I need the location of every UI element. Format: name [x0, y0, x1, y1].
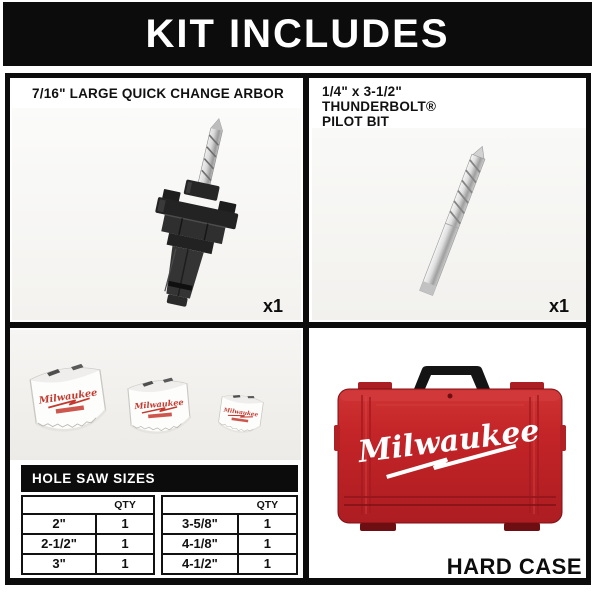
hole-saw-image-large [18, 344, 118, 447]
table-row [163, 555, 296, 573]
pilot-bit-image [398, 138, 508, 308]
hole-saw-sizes-title: HOLE SAW SIZES [21, 465, 298, 492]
hole-saw-sizes-grid [21, 495, 298, 575]
qty-cell: 1 [263, 536, 271, 551]
horizontal-divider [5, 322, 591, 328]
qty-cell: 1 [263, 556, 271, 571]
qty-header-row [23, 497, 153, 515]
hard-case-image [330, 363, 570, 535]
hole-saw-image-small [211, 382, 272, 441]
table-row [23, 535, 153, 555]
qty-cell: 1 [263, 516, 271, 531]
milwaukee-logo-text: Milwaukee [356, 413, 542, 471]
arbor-image [116, 112, 276, 317]
size-cell: 2-1/2" [23, 535, 97, 553]
pilot-bit-qty-label: x1 [549, 296, 570, 316]
qty-header-row [163, 497, 296, 515]
arbor-qty-label: x1 [263, 296, 284, 316]
size-cell: 4-1/2" [163, 555, 239, 573]
table-row [23, 555, 153, 573]
qty-header: QTY [256, 499, 279, 511]
qty-cell: 1 [121, 556, 129, 571]
pilot-bit-label [322, 84, 582, 129]
banner-title: KIT INCLUDES [145, 11, 450, 56]
size-cell: 3-5/8" [163, 515, 239, 533]
case-handle [414, 366, 490, 389]
table-row [163, 535, 296, 555]
qty-cell: 1 [121, 516, 129, 531]
vertical-divider [303, 73, 309, 585]
kit-includes-banner [3, 2, 592, 66]
table-row [23, 515, 153, 535]
size-cell: 3" [23, 555, 97, 573]
pilot-label-line-2: THUNDERBOLT® [322, 99, 437, 114]
qty-header: QTY [114, 499, 136, 511]
sizes-subtable-right [161, 495, 298, 575]
pilot-label-line-3: PILOT BIT [322, 114, 390, 129]
arbor-label: 7/16" LARGE QUICK CHANGE ARBOR [32, 86, 284, 101]
size-cell: 2" [23, 515, 97, 533]
table-row [163, 515, 296, 535]
qty-cell: 1 [121, 536, 129, 551]
hole-saw-sizes-table [21, 465, 298, 575]
hole-saw-image-medium [119, 363, 199, 445]
pilot-label-line-1: 1/4" x 3-1/2" [322, 84, 402, 99]
sizes-subtable-left [21, 495, 155, 575]
hard-case-label: HARD CASE [446, 554, 582, 579]
size-cell: 4-1/8" [163, 535, 239, 553]
